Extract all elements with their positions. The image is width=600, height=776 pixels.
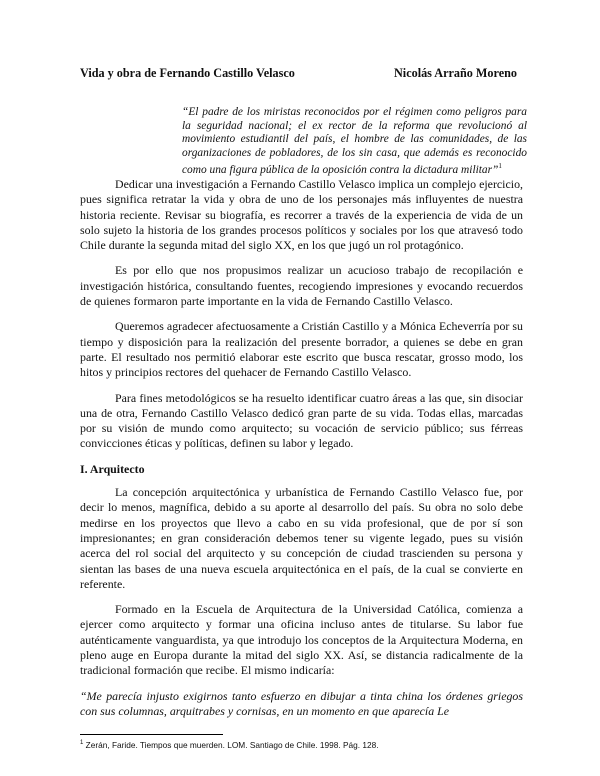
paragraph-acknowledgements: Queremos agradecer afectuosamente a Cristián Castillo y a Mónica Echeverría por su tiempo y disposición para la realización del presente borrador, a quienes se debe en gran parte. El resultado nos permitió elaborar este escrito que busca rescatar, grosso modo, los hitos y principios rectores del quehacer de Fernando Castillo Velasco. — [80, 319, 523, 380]
epigraph-quote — [182, 106, 527, 178]
paragraph-intro: Dedicar una investigación a Fernando Castillo Velasco implica un complejo ejercicio, pues significa retratar la vida y obra de uno de los personajes más influyentes de nuestra historia reciente. Revisar su biografía, es recorrer a través de la experiencia de vida de un solo sujeto la historia de los grandes procesos políticos y sociales por los que atravesó todo Chile durante la segunda mitad del siglo XX, en los que jugó un rol protagónico. — [80, 177, 523, 253]
paragraph-architecture: La concepción arquitectónica y urbanística de Fernando Castillo Velasco fue, por decir lo menos, magnífica, debido a su aporte al desarrollo del país. Su obra no solo debe medirse en los proyectos que llevo a cabo en su vida profesional, que de por sí son impresionantes; en gran consideración debemos tener su vigente legado, pues su visión acerca del rol social del arquitecto y su concepción de ciudad trascienden su persona y sientan las bases de una nueva escuela arquitectónica en el país, de la cual se convierte en referente. — [80, 485, 523, 591]
block-quote: “Me parecía injusto exigirnos tanto esfuerzo en dibujar a tinta china los órdenes griegos con sus columnas, arquitrabes y cornisas, en un momento en que aparecía Le — [80, 688, 523, 718]
footnote-reference[interactable]: 1 — [498, 162, 502, 171]
body-text — [80, 177, 523, 729]
footnote-text: Zerán, Faride. Tiempos que muerden. LOM. Santiago de Chile. 1998. Pág. 128. — [85, 740, 379, 750]
footnote — [80, 740, 520, 750]
document-title: Vida y obra de Fernando Castillo Velasco — [80, 66, 295, 80]
page-header — [80, 66, 525, 82]
paragraph-purpose: Es por ello que nos propusimos realizar un acucioso trabajo de recopilación e investigación histórica, consultando fuentes, recogiendo impresiones y evocando recuerdos de quienes formaron parte importante en la vida de Fernando Castillo Velasco. — [80, 263, 523, 309]
epigraph-text: “El padre de los miristas reconocidos por el régimen como peligros para la seguridad nacional; el ex rector de la reforma que revolucionó al movimiento estudiantil del país, el hombre de las comunidades, de las organizaciones de pobladores, de los sin casa, que además es reconocido como una figura pública de la oposición contra la dictadura militar” — [182, 106, 527, 177]
paragraph-formation: Formado en la Escuela de Arquitectura de la Universidad Católica, comienza a ejercer como arquitecto y formar una oficina incluso antes de titularse. Su labor fue auténticamente vanguardista, ya que introdujo los conceptos de la Arquitectura Moderna, en pleno auge en Europa durante la mitad del siglo XX. Así, se distancia radicalmente de la tradicional formación que recibe. El mismo indicaría: — [80, 602, 523, 678]
section-heading: I. Arquitecto — [80, 461, 145, 476]
paragraph-methodology: Para fines metodológicos se ha resuelto identificar cuatro áreas a las que, sin disociar una de otra, Fernando Castillo Velasco dedicó gran parte de su vida. Todas ellas, marcadas por su visión de mundo como arquitecto; su vocación de servicio público; sus férreas convicciones éticas y políticas, definen su labor y legado. — [80, 390, 523, 451]
footnote-divider — [80, 734, 223, 735]
footnote-number: 1 — [80, 740, 84, 747]
document-author: Nicolás Arraño Moreno — [394, 66, 517, 80]
